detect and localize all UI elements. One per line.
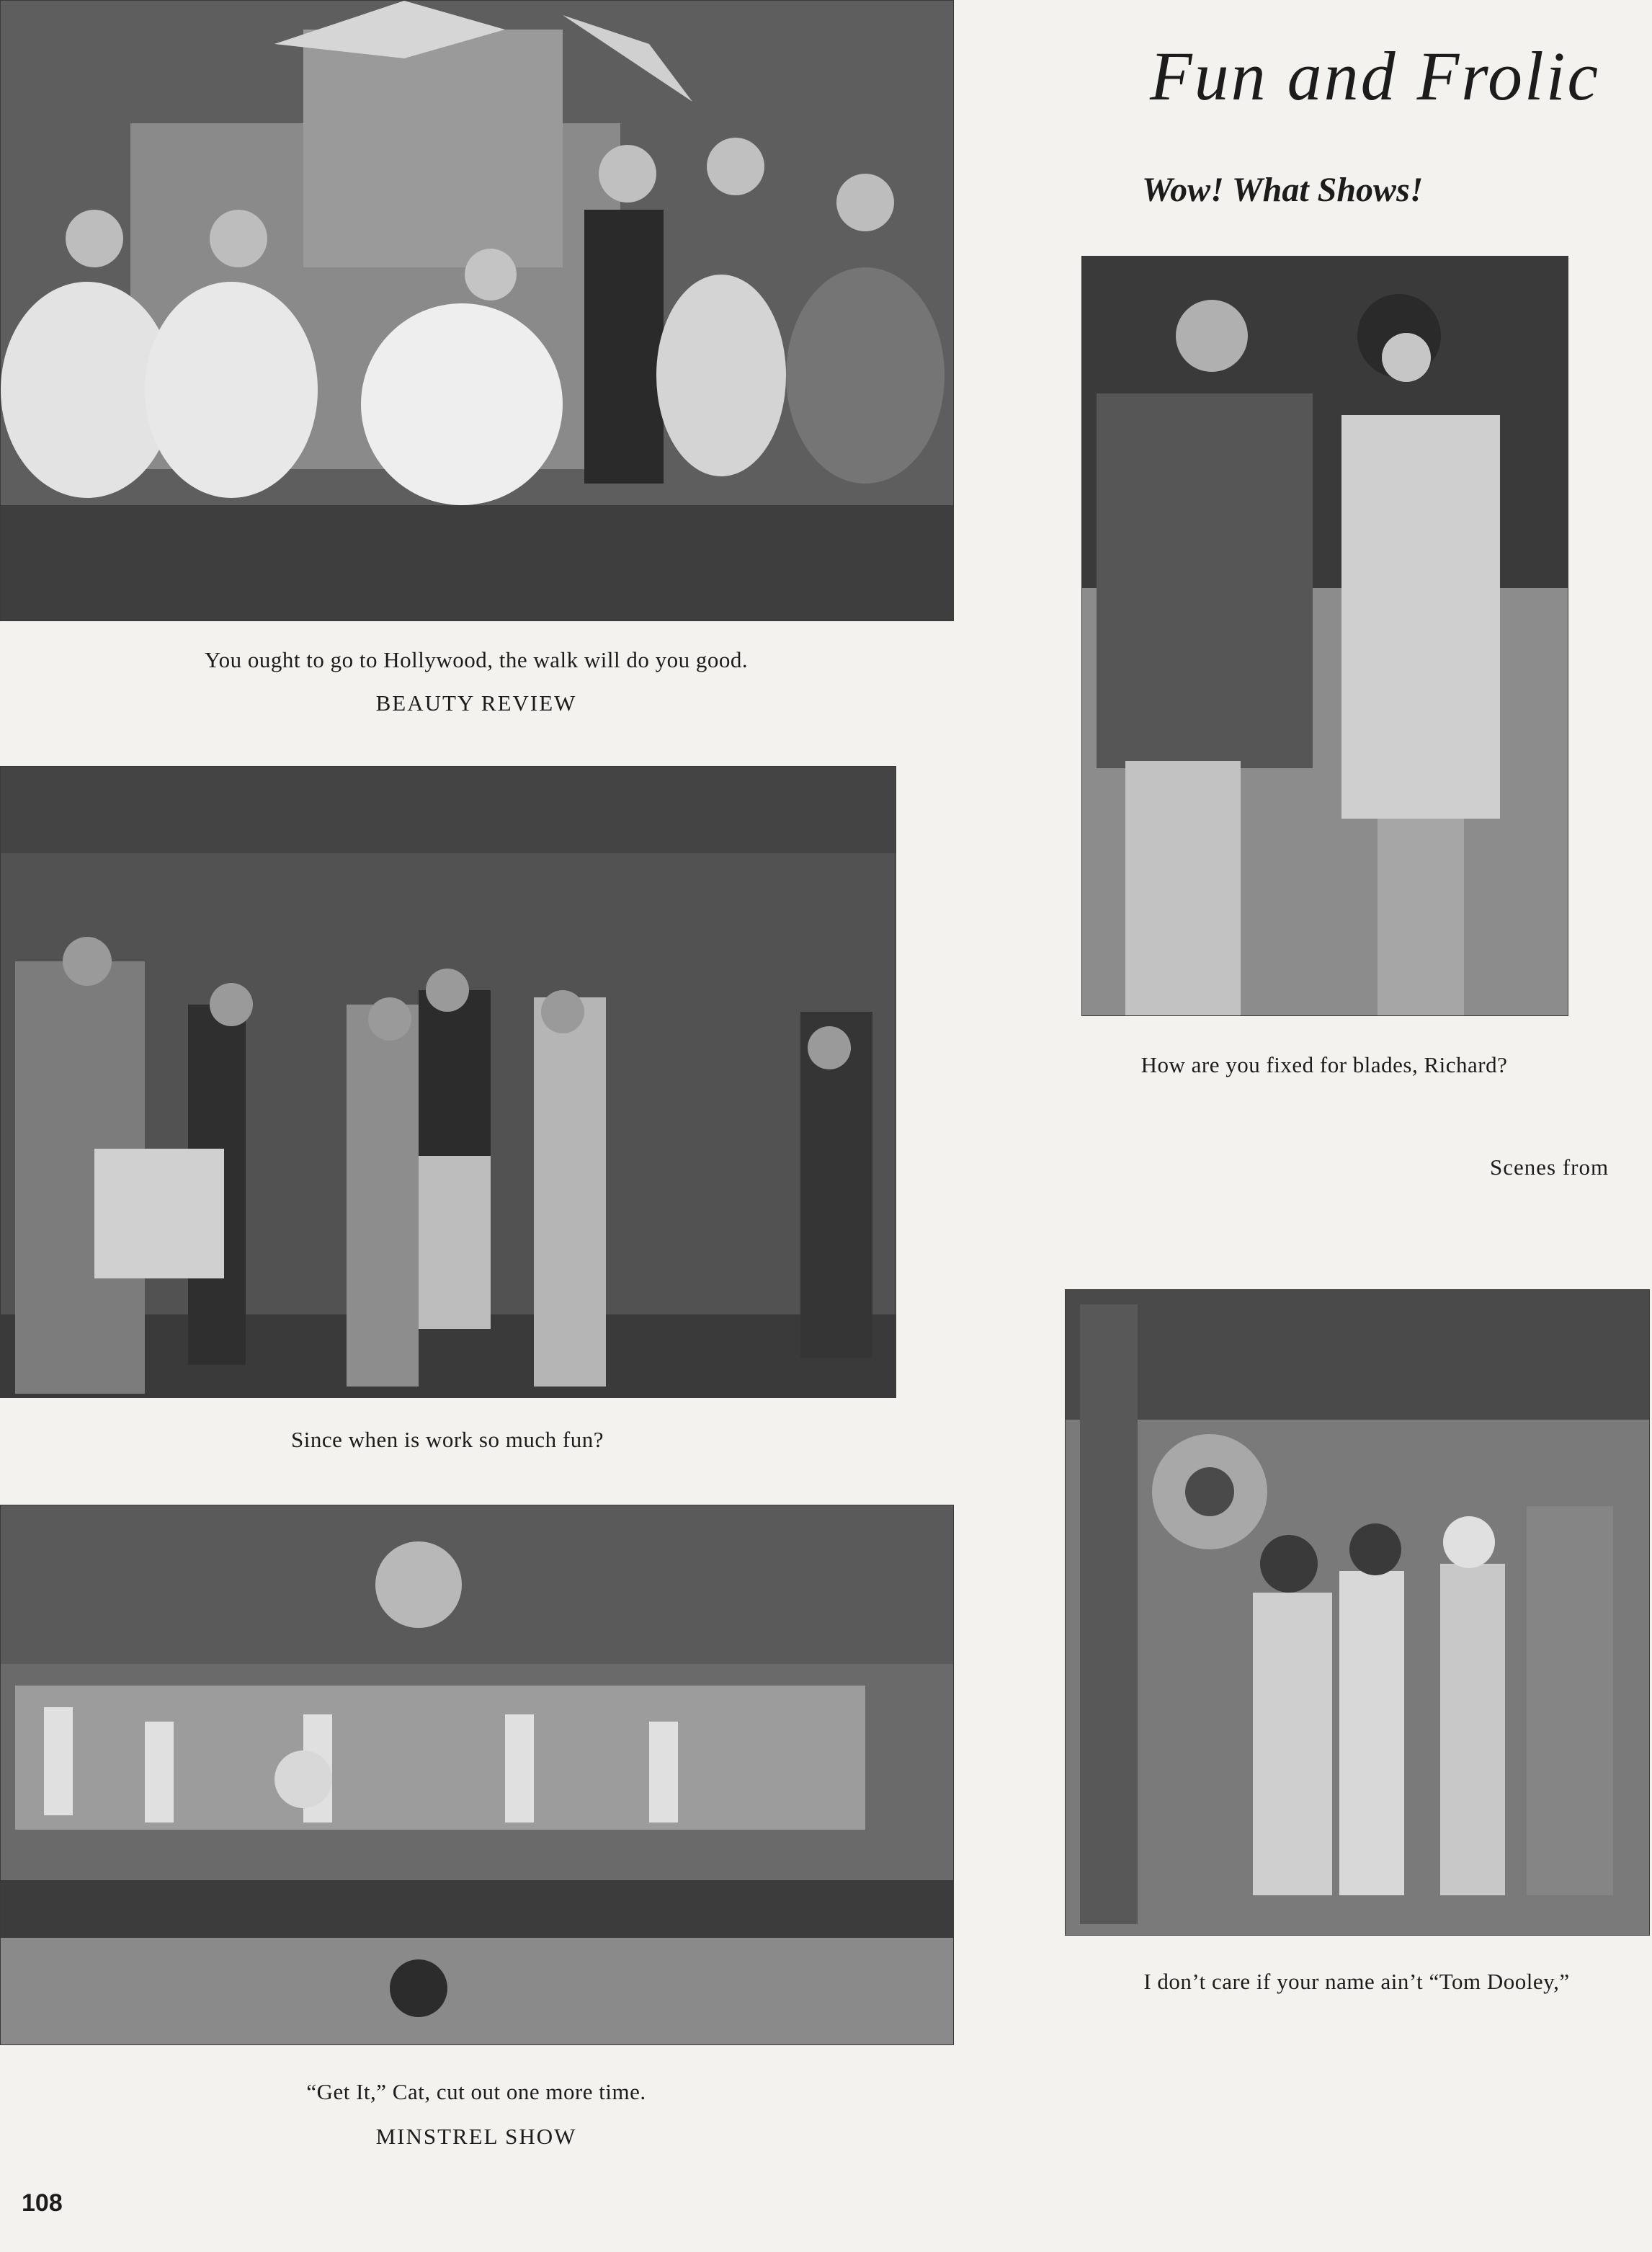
page-subtitle: Wow! What Shows! <box>1142 171 1424 209</box>
stage-chairs-photo <box>0 766 896 1398</box>
stage-chairs-caption: Since when is work so much fun? <box>291 1427 604 1452</box>
page-title: Fun and Frolic <box>1149 37 1600 115</box>
minstrel-band-caption: “Get It,” Cat, cut out one more time. <box>306 2079 646 2104</box>
page-number: 108 <box>22 2189 63 2217</box>
minstrel-band-subhead: MINSTREL SHOW <box>375 2124 577 2149</box>
couple-skit-caption: How are you fixed for blades, Richard? <box>1140 1052 1508 1077</box>
couple-skit-photo <box>1081 256 1568 1016</box>
beauty-review-subhead: BEAUTY REVIEW <box>375 690 577 716</box>
scenes-from-text: Scenes from <box>1490 1154 1609 1180</box>
tom-dooley-skit-caption: I don’t care if your name ain’t “Tom Dooley,” <box>1143 1969 1570 1994</box>
tom-dooley-skit-photo <box>1065 1289 1650 1936</box>
beauty-review-caption: You ought to go to Hollywood, the walk will do you good. <box>204 647 749 672</box>
beauty-review-photo <box>0 0 954 621</box>
minstrel-band-photo <box>0 1505 954 2045</box>
